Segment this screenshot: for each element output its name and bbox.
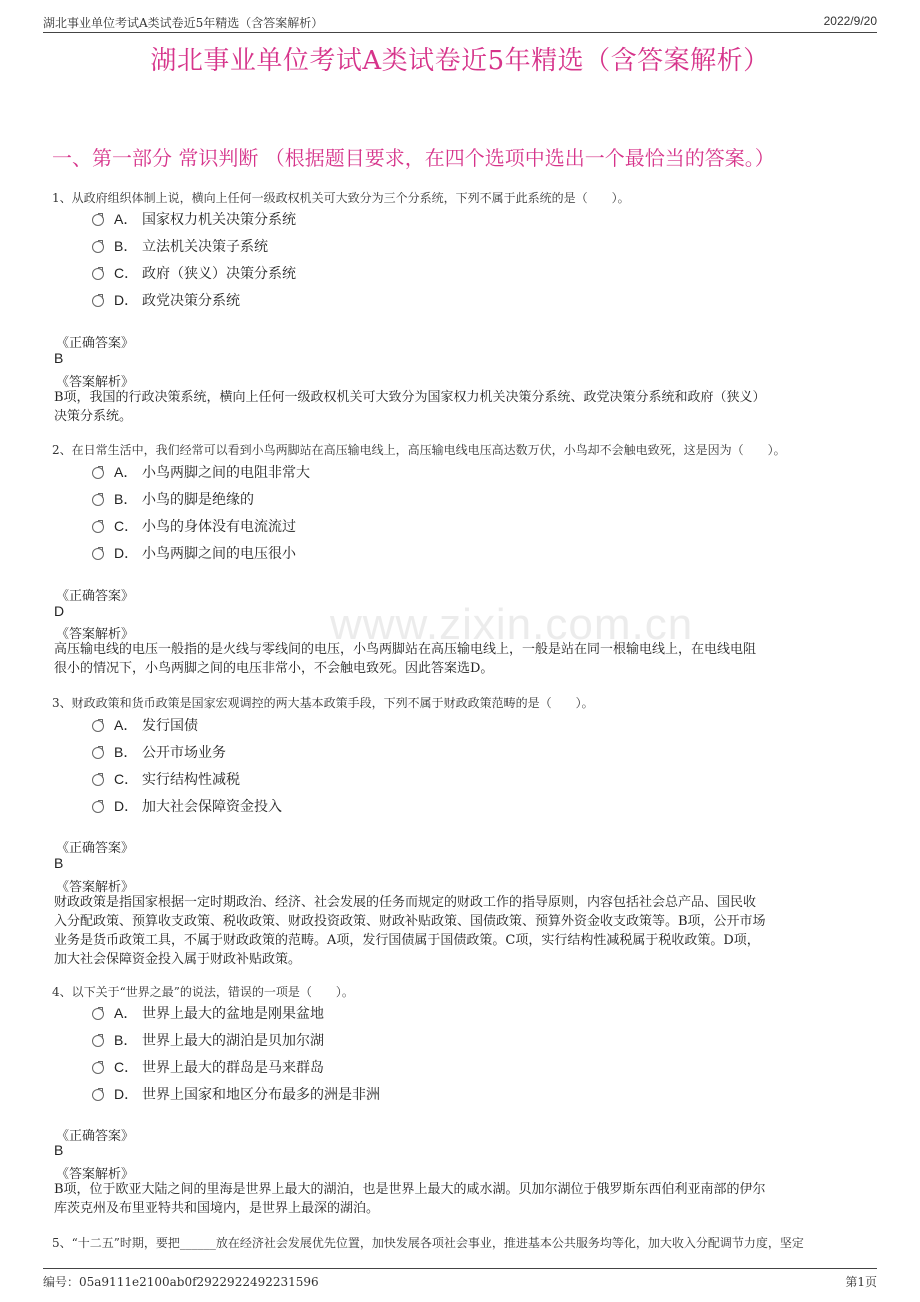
radio-icon[interactable] bbox=[92, 467, 104, 479]
radio-icon[interactable] bbox=[92, 720, 104, 732]
radio-icon[interactable] bbox=[92, 801, 104, 813]
option-1d[interactable]: D． 政党决策分系统 bbox=[92, 290, 240, 310]
option-1b[interactable]: B． 立法机关决策子系统 bbox=[92, 236, 268, 256]
analysis-label: 《答案解析》 bbox=[56, 1167, 135, 1182]
option-3c[interactable]: C． 实行结构性减税 bbox=[92, 769, 240, 789]
correct-answer-label: 《正确答案》 bbox=[56, 336, 135, 351]
analysis-label: 《答案解析》 bbox=[56, 375, 135, 390]
radio-icon[interactable] bbox=[92, 548, 104, 560]
option-4d[interactable]: D． 世界上国家和地区分布最多的洲是非洲 bbox=[92, 1084, 380, 1104]
question-1: 1、从政府组织体制上说，横向上任何一级政权机关可大致分为三个分系统，下列不属于此系统的是（ ）。 bbox=[52, 191, 630, 205]
section-heading: 一、第一部分 常识判断 （根据题目要求，在四个选项中选出一个最恰当的答案。） bbox=[52, 146, 775, 170]
option-3b[interactable]: B． 公开市场业务 bbox=[92, 742, 226, 762]
question-5: 5、“十二五”时期，要把______放在经济社会发展优先位置，加快发展各项社会事业，推进基本公共服务均等化，加大收入分配调节力度，坚定 bbox=[52, 1236, 804, 1250]
radio-icon[interactable] bbox=[92, 268, 104, 280]
analysis-1: B项，我国的行政决策系统，横向上任何一级政权机关可大致分为国家权力机关决策分系统、政党决策分系统和政府（狭义） 决策分系统。 bbox=[54, 390, 766, 424]
radio-icon[interactable] bbox=[92, 747, 104, 759]
radio-icon[interactable] bbox=[92, 1008, 104, 1020]
option-2b[interactable]: B． 小鸟的脚是绝缘的 bbox=[92, 489, 254, 509]
radio-icon[interactable] bbox=[92, 521, 104, 533]
correct-answer-label: 《正确答案》 bbox=[56, 1129, 135, 1144]
option-2a[interactable]: A． 小鸟两脚之间的电阻非常大 bbox=[92, 462, 310, 482]
radio-icon[interactable] bbox=[92, 774, 104, 786]
correct-answer-label: 《正确答案》 bbox=[56, 841, 135, 856]
answer-2: D bbox=[54, 603, 65, 619]
radio-icon[interactable] bbox=[92, 494, 104, 506]
radio-icon[interactable] bbox=[92, 241, 104, 253]
watermark: www.zixin.com.cn bbox=[330, 600, 694, 649]
analysis-label: 《答案解析》 bbox=[56, 627, 135, 642]
analysis-2: 高压输电线的电压一般指的是火线与零线间的电压，小鸟两脚站在高压输电线上，一般是站在同一根输电线上，在电线电阻 很小的情况下，小鸟两脚之间的电压非常小，不会触电致死。因此答案选D。 bbox=[54, 642, 757, 676]
document-title: 湖北事业单位考试A类试卷近5年精选（含答案解析） bbox=[150, 46, 770, 76]
radio-icon[interactable] bbox=[92, 1089, 104, 1101]
option-2d[interactable]: D． 小鸟两脚之间的电压很小 bbox=[92, 543, 296, 563]
analysis-label: 《答案解析》 bbox=[56, 880, 135, 895]
question-3: 3、财政政策和货币政策是国家宏观调控的两大基本政策手段，下列不属于财政政策范畴的是（ ）。 bbox=[52, 696, 594, 710]
radio-icon[interactable] bbox=[92, 1035, 104, 1047]
page-footer bbox=[43, 1268, 877, 1289]
option-3a[interactable]: A． 发行国债 bbox=[92, 715, 198, 735]
analysis-4: B项，位于欧亚大陆之间的里海是世界上最大的湖泊，也是世界上最大的咸水湖。贝加尔湖位于俄罗斯东西伯利亚南部的伊尔 库茨克州及布里亚特共和国境内，是世界上最深的湖泊。 bbox=[54, 1182, 766, 1216]
answer-4: B bbox=[54, 1142, 64, 1158]
option-1a[interactable]: A． 国家权力机关决策分系统 bbox=[92, 209, 296, 229]
answer-3: B bbox=[54, 855, 64, 871]
footer-code: 编号：05a9111e2100ab0f2922922492231596 bbox=[43, 1275, 319, 1289]
header-doc-title: 湖北事业单位考试A类试卷近5年精选（含答案解析） bbox=[43, 16, 324, 30]
option-4b[interactable]: B． 世界上最大的湖泊是贝加尔湖 bbox=[92, 1030, 324, 1050]
question-2: 2、在日常生活中，我们经常可以看到小鸟两脚站在高压输电线上，高压输电线电压高达数万伏，小鸟却不会触电致死，这是因为（ ）。 bbox=[52, 443, 786, 457]
radio-icon[interactable] bbox=[92, 295, 104, 307]
question-4: 4、以下关于“世界之最”的说法，错误的一项是（ ）。 bbox=[52, 985, 354, 999]
analysis-3: 财政政策是指国家根据一定时期政治、经济、社会发展的任务而规定的财政工作的指导原则，内容包括社会总产品、国民收 入分配政策、预算收支政策、税收政策、财政投资政策、财政补贴政策、国债政策、预算外资金收支政策等。B项，公开市场 业务是货币政策工具，不属于财政政策的范畴。A项，发行国债属于国债政策。C项，实行结构性减税属于税收政策。D项， 加大社会保障资金投入属于财政补贴政策。 bbox=[54, 895, 766, 967]
radio-icon[interactable] bbox=[92, 1062, 104, 1074]
page-number: 第1页 bbox=[845, 1275, 877, 1289]
correct-answer-label: 《正确答案》 bbox=[56, 589, 135, 604]
option-1c[interactable]: C． 政府（狭义）决策分系统 bbox=[92, 263, 296, 283]
page-header bbox=[43, 10, 877, 33]
option-2c[interactable]: C． 小鸟的身体没有电流流过 bbox=[92, 516, 296, 536]
answer-1: B bbox=[54, 350, 64, 366]
option-4c[interactable]: C． 世界上最大的群岛是马来群岛 bbox=[92, 1057, 324, 1077]
radio-icon[interactable] bbox=[92, 214, 104, 226]
option-3d[interactable]: D． 加大社会保障资金投入 bbox=[92, 796, 282, 816]
header-date: 2022/9/20 bbox=[823, 14, 877, 28]
option-4a[interactable]: A． 世界上最大的盆地是刚果盆地 bbox=[92, 1003, 324, 1023]
